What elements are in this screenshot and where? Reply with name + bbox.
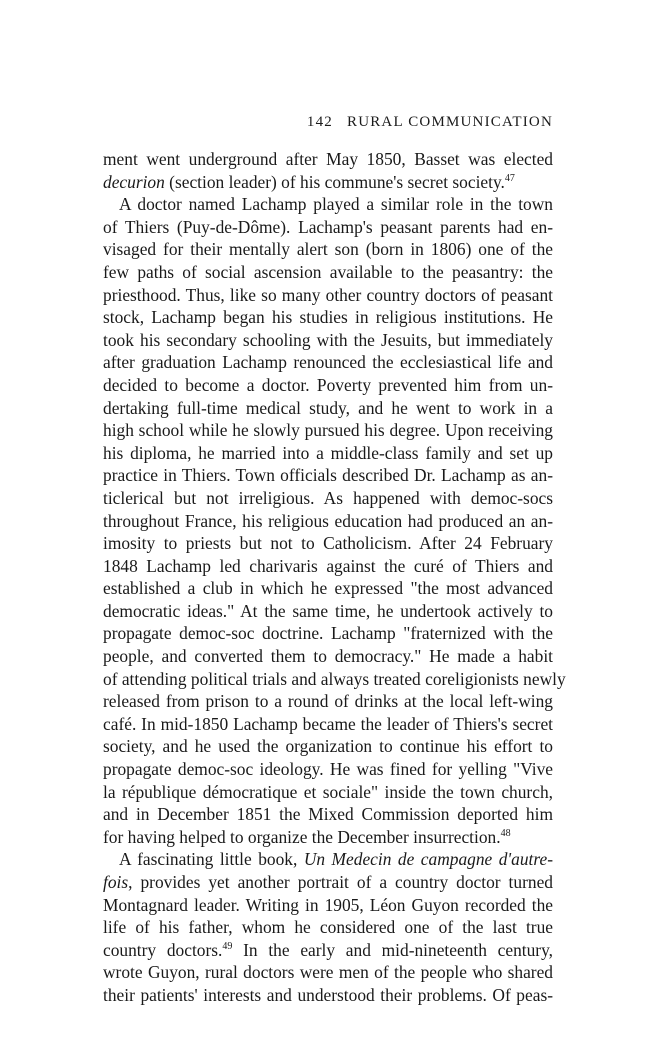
- text-line: 1848 Lachamp led charivaris against the curé of Thiers and: [103, 555, 553, 576]
- text-line: life of his father, whom he considered one of the last true: [103, 917, 553, 938]
- text-line: few paths of social ascension available to the peasantry: the: [103, 261, 553, 282]
- text-line: society, and he used the organization to continue his effort to: [103, 736, 553, 757]
- text-line: practice in Thiers. Town officials described Dr. Lachamp as an-: [103, 465, 553, 486]
- text-line: high school while he slowly pursued his degree. Upon receiving: [103, 420, 553, 441]
- text-line: ment went underground after May 1850, Basset was elected: [103, 149, 553, 169]
- text-line: decided to become a doctor. Poverty prevented him from un-: [103, 374, 553, 395]
- text-segment: , provides yet another portrait of a country doctor turned: [128, 872, 553, 892]
- text-line: ticlerical but not irreligious. As happened with democ-socs: [103, 487, 553, 508]
- text-line: of attending political trials and always treated coreligionists newly: [103, 668, 566, 689]
- page-number: 142: [306, 114, 333, 130]
- text-line: dertaking full-time medical study, and he went to work in a: [103, 397, 553, 418]
- text-line: [103, 826, 553, 849]
- footnote-marker: 48: [500, 827, 511, 839]
- text-line: wrote Guyon, rural doctors were men of the people who shared: [103, 962, 553, 983]
- italic-text: Un Medecin de campagne d'autre-: [303, 849, 553, 870]
- text-line: imosity to priests but not to Catholicism. After 24 February: [103, 533, 553, 554]
- running-head: [103, 114, 553, 131]
- text-line: [103, 848, 553, 871]
- text-line: priesthood. Thus, like so many other country doctors of peasant: [103, 284, 553, 305]
- body-text: [103, 148, 566, 1007]
- text-line: A doctor named Lachamp played a similar role in the town: [119, 194, 553, 215]
- text-line: café. In mid-1850 Lachamp became the leader of Thiers's secret: [103, 713, 553, 734]
- text-line: la république démocratique et sociale" inside the town church,: [103, 781, 553, 802]
- text-line: propagate democ-soc ideology. He was fined for yelling "Vive: [103, 759, 553, 780]
- text-segment: A fascinating little book,: [119, 849, 304, 870]
- text-line: their patients' interests and understood their problems. Of peas-: [103, 984, 553, 1005]
- text-line: [103, 171, 553, 194]
- italic-text: fois: [103, 872, 129, 892]
- text-line: democratic ideas." At the same time, he undertook actively to: [103, 600, 553, 621]
- running-head-title: RURAL COMMUNICATION: [346, 114, 553, 130]
- text-line: released from prison to a round of drinks at the local left-wing: [103, 691, 553, 712]
- text-line: people, and converted them to democracy." He made a habit: [103, 646, 553, 667]
- text-segment: for having helped to organize the December insurrection.: [103, 826, 501, 847]
- text-line: [103, 871, 553, 894]
- text-line: stock, Lachamp began his studies in religious institutions. He: [103, 307, 553, 328]
- text-line: his diploma, he married into a middle-class family and set up: [103, 442, 553, 463]
- text-line: Montagnard leader. Writing in 1905, Léon Guyon recorded the: [103, 894, 553, 915]
- text-line: propagate democ-soc doctrine. Lachamp "fraternized with the: [103, 623, 553, 644]
- text-line: visaged for their mentally alert son (born in 1806) one of the: [103, 239, 553, 260]
- text-line: after graduation Lachamp renounced the ecclesiastical life and: [103, 352, 553, 373]
- text-line: throughout France, his religious education had produced an an-: [103, 510, 553, 531]
- text-segment: country doctors.: [103, 939, 223, 960]
- text-segment: In the early and mid-nineteenth century,: [232, 939, 554, 960]
- text-line: [103, 939, 553, 962]
- text-line: established a club in which he expressed "the most advanced: [103, 578, 553, 599]
- text-segment: (section leader) of his commune's secret society.: [164, 171, 505, 192]
- text-line: of Thiers (Puy-de-Dôme). Lachamp's peasant parents had en-: [103, 216, 553, 237]
- footnote-marker: 47: [504, 172, 515, 184]
- footnote-marker: 49: [222, 940, 233, 952]
- text-line: took his secondary schooling with the Jesuits, but immediately: [103, 329, 553, 350]
- text-line: and in December 1851 the Mixed Commission deported him: [103, 804, 553, 825]
- italic-text: decurion: [103, 171, 165, 192]
